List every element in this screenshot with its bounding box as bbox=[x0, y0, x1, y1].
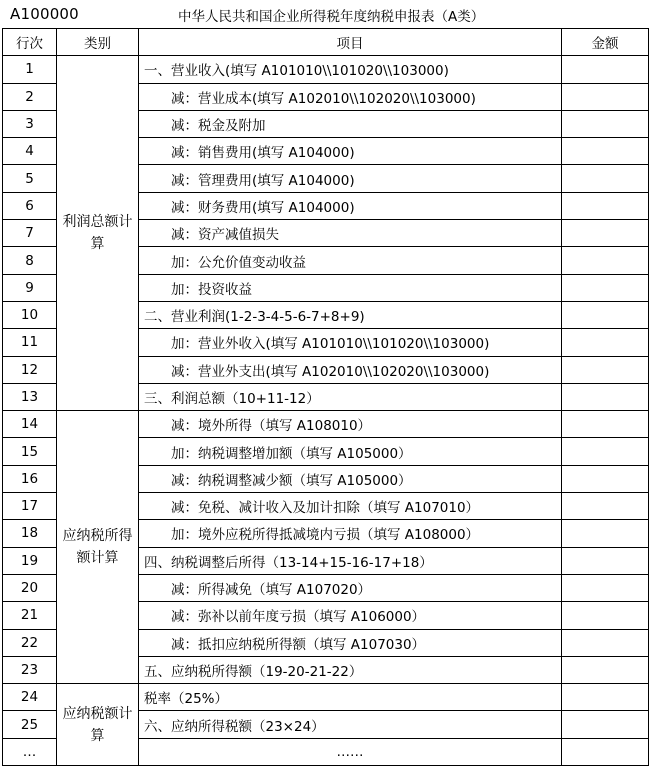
line-number: 4 bbox=[3, 138, 57, 165]
item-label: 减：免税、减计收入及加计扣除（填写 A107010） bbox=[139, 493, 562, 520]
line-number: 15 bbox=[3, 438, 57, 465]
form-code: A100000 bbox=[10, 5, 79, 23]
amount-cell[interactable] bbox=[562, 383, 649, 410]
item-label: 减：资产减值损失 bbox=[139, 220, 562, 247]
amount-cell[interactable] bbox=[562, 520, 649, 547]
line-number: 16 bbox=[3, 465, 57, 492]
category-tax-payable-calculation: 应纳税额计算 bbox=[57, 684, 139, 766]
amount-cell[interactable] bbox=[562, 438, 649, 465]
column-header-line-no: 行次 bbox=[3, 29, 57, 56]
line-number: 1 bbox=[3, 56, 57, 83]
item-label: 一、营业收入(填写 A101010\\101020\\103000) bbox=[139, 56, 562, 83]
line-number: 7 bbox=[3, 220, 57, 247]
item-label: 二、营业利润(1-2-3-4-5-6-7+8+9) bbox=[139, 301, 562, 328]
item-label: 四、纳税调整后所得（13-14+15-16-17+18） bbox=[139, 547, 562, 574]
item-label: 六、应纳所得税额（23×24） bbox=[139, 711, 562, 738]
amount-cell[interactable] bbox=[562, 301, 649, 328]
amount-cell[interactable] bbox=[562, 56, 649, 83]
amount-cell[interactable] bbox=[562, 247, 649, 274]
line-number: 10 bbox=[3, 301, 57, 328]
table-row bbox=[3, 56, 649, 83]
line-number: 8 bbox=[3, 247, 57, 274]
form-header bbox=[0, 0, 649, 28]
amount-cell[interactable] bbox=[562, 656, 649, 683]
item-label: 减：弥补以前年度亏损（填写 A106000） bbox=[139, 602, 562, 629]
line-number: 6 bbox=[3, 192, 57, 219]
line-number: … bbox=[3, 738, 57, 765]
column-header-amount: 金额 bbox=[562, 29, 649, 56]
line-number: 2 bbox=[3, 83, 57, 110]
item-label: 减：营业外支出(填写 A102010\\102020\\103000) bbox=[139, 356, 562, 383]
item-label: 加：纳税调整增加额（填写 A105000） bbox=[139, 438, 562, 465]
table-row bbox=[3, 684, 649, 711]
item-label: 减：境外所得（填写 A108010） bbox=[139, 411, 562, 438]
line-number: 3 bbox=[3, 110, 57, 137]
line-number: 11 bbox=[3, 329, 57, 356]
category-profit-calculation: 利润总额计算 bbox=[57, 56, 139, 411]
category-taxable-income-calculation: 应纳税所得额计算 bbox=[57, 411, 139, 684]
item-label: …… bbox=[139, 738, 562, 765]
table-header-row bbox=[3, 29, 649, 56]
item-label: 加：投资收益 bbox=[139, 274, 562, 301]
item-label: 三、利润总额（10+11-12） bbox=[139, 383, 562, 410]
item-label: 税率（25%） bbox=[139, 684, 562, 711]
amount-cell[interactable] bbox=[562, 165, 649, 192]
amount-cell[interactable] bbox=[562, 629, 649, 656]
item-label: 减：管理费用(填写 A104000) bbox=[139, 165, 562, 192]
line-number: 21 bbox=[3, 602, 57, 629]
item-label: 减：财务费用(填写 A104000) bbox=[139, 192, 562, 219]
item-label: 加：营业外收入(填写 A101010\\101020\\103000) bbox=[139, 329, 562, 356]
amount-cell[interactable] bbox=[562, 83, 649, 110]
amount-cell[interactable] bbox=[562, 602, 649, 629]
table-row bbox=[3, 411, 649, 438]
line-number: 19 bbox=[3, 547, 57, 574]
item-label: 加：境外应税所得抵减境内亏损（填写 A108000） bbox=[139, 520, 562, 547]
line-number: 22 bbox=[3, 629, 57, 656]
amount-cell[interactable] bbox=[562, 356, 649, 383]
item-label: 五、应纳税所得额（19-20-21-22） bbox=[139, 656, 562, 683]
item-label: 减：纳税调整减少额（填写 A105000） bbox=[139, 465, 562, 492]
amount-cell[interactable] bbox=[562, 493, 649, 520]
amount-cell[interactable] bbox=[562, 574, 649, 601]
amount-cell[interactable] bbox=[562, 711, 649, 738]
line-number: 17 bbox=[3, 493, 57, 520]
item-label: 减：所得减免（填写 A107020） bbox=[139, 574, 562, 601]
line-number: 23 bbox=[3, 656, 57, 683]
item-label: 加：公允价值变动收益 bbox=[139, 247, 562, 274]
amount-cell[interactable] bbox=[562, 465, 649, 492]
amount-cell[interactable] bbox=[562, 220, 649, 247]
amount-cell[interactable] bbox=[562, 329, 649, 356]
column-header-item: 项目 bbox=[139, 29, 562, 56]
line-number: 5 bbox=[3, 165, 57, 192]
line-number: 25 bbox=[3, 711, 57, 738]
amount-cell[interactable] bbox=[562, 738, 649, 765]
amount-cell[interactable] bbox=[562, 138, 649, 165]
tax-return-table bbox=[2, 28, 649, 766]
column-header-category: 类别 bbox=[57, 29, 139, 56]
line-number: 14 bbox=[3, 411, 57, 438]
amount-cell[interactable] bbox=[562, 547, 649, 574]
amount-cell[interactable] bbox=[562, 684, 649, 711]
line-number: 18 bbox=[3, 520, 57, 547]
line-number: 13 bbox=[3, 383, 57, 410]
item-label: 减：营业成本(填写 A102010\\102020\\103000) bbox=[139, 83, 562, 110]
amount-cell[interactable] bbox=[562, 274, 649, 301]
line-number: 9 bbox=[3, 274, 57, 301]
amount-cell[interactable] bbox=[562, 192, 649, 219]
item-label: 减：销售费用(填写 A104000) bbox=[139, 138, 562, 165]
amount-cell[interactable] bbox=[562, 110, 649, 137]
form-title: 中华人民共和国企业所得税年度纳税申报表（A类） bbox=[178, 9, 485, 25]
amount-cell[interactable] bbox=[562, 411, 649, 438]
line-number: 20 bbox=[3, 574, 57, 601]
line-number: 12 bbox=[3, 356, 57, 383]
item-label: 减：税金及附加 bbox=[139, 110, 562, 137]
line-number: 24 bbox=[3, 684, 57, 711]
item-label: 减：抵扣应纳税所得额（填写 A107030） bbox=[139, 629, 562, 656]
